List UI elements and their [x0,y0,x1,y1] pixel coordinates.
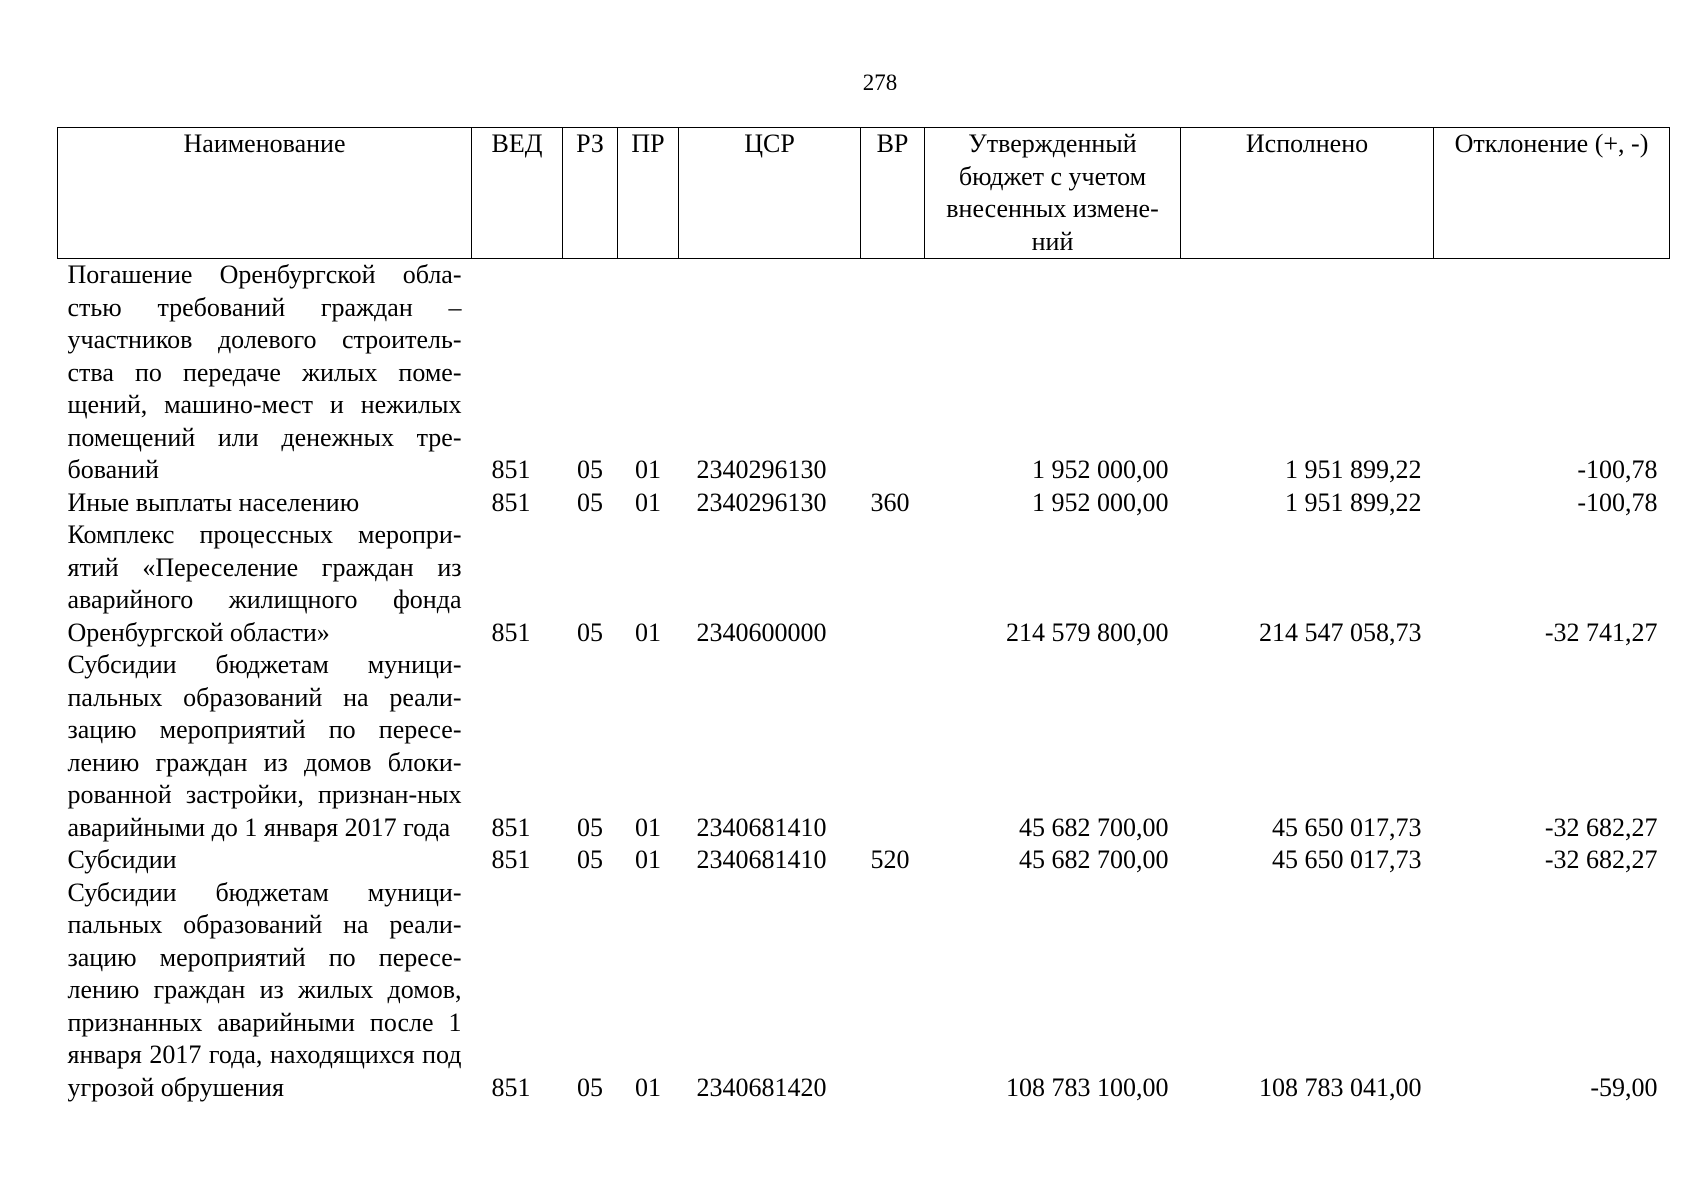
row-name: Иные выплаты населению [67,487,360,517]
row-vr: 360 [870,487,910,517]
row-csr: 2340600000 [696,617,827,647]
row-ved: 851 [491,617,531,647]
row-approved: 45 682 700,00 [1019,845,1169,874]
row-rz: 05 [577,845,603,874]
row-approved: 108 783 100,00 [1006,1072,1169,1102]
table-row [58,649,1670,844]
row-approved: 1 952 000,00 [1032,487,1169,517]
table-row [58,259,1670,487]
row-ved: 851 [491,455,531,484]
row-csr: 2340681420 [696,1072,827,1102]
row-ved: 851 [491,845,531,874]
table-row [58,487,1670,520]
row-deviation: -100,78 [1577,455,1658,484]
header-vr: ВР [861,128,925,259]
row-csr: 2340681410 [696,845,827,874]
table-row [58,877,1670,1105]
row-deviation: -59,00 [1590,1072,1658,1102]
row-approved: 45 682 700,00 [1019,812,1169,842]
header-executed: Исполнено [1181,128,1434,259]
row-csr: 2340681410 [696,812,827,842]
header-rz: РЗ [563,128,618,259]
row-deviation: -32 682,27 [1544,812,1658,842]
row-vr [861,259,925,487]
row-deviation: -100,78 [1577,487,1658,517]
header-deviation: Отклонение (+, -) [1434,128,1670,259]
row-executed: 214 547 058,73 [1259,617,1422,647]
row-rz: 05 [577,487,603,517]
row-rz: 05 [577,617,603,647]
row-csr: 2340296130 [696,455,827,484]
table-header-row [58,128,1670,259]
row-name: Субсидии [67,845,177,874]
row-executed: 108 783 041,00 [1259,1072,1422,1102]
row-executed: 45 650 017,73 [1272,845,1422,874]
row-vr [861,649,925,844]
row-vr [861,877,925,1105]
row-deviation: -32 682,27 [1544,845,1658,874]
row-name: Субсидии бюджетам муници-пальных образований на реали-зацию мероприятий по пересе-лению граждан из жилых домов, признанных аварийными после 1 января 2017 года, находящихся под угрозой обрушения [67,877,462,1102]
row-name: Комплекс процессных меропри-ятий «Переселение граждан из аварийного жилищного фонда Оренбургской области» [67,520,462,647]
row-executed: 1 951 899,22 [1285,487,1422,517]
row-vr: 520 [870,845,910,874]
row-pr: 01 [635,812,661,842]
row-name: Погашение Оренбургской обла-стью требований граждан – участников долевого строитель-ства по передаче жилых поме-щений, машино-мест и нежилых помещений или денежных тре-бований [67,260,462,484]
budget-execution-table [57,127,1670,1104]
row-ved: 851 [491,1072,531,1102]
header-approved: Утвержденный бюджет с учетом внесенных измене-ний [925,128,1181,259]
row-ved: 851 [491,487,531,517]
header-name: Наименование [58,128,472,259]
header-pr: ПР [618,128,679,259]
row-pr: 01 [635,845,661,874]
row-deviation: -32 741,27 [1544,617,1658,647]
row-name: Субсидии бюджетам муници-пальных образований на реали-зацию мероприятий по пересе-лению граждан из домов блоки-рованной застройки, признан-ных аварийными до 1 января 2017 года [67,650,462,842]
header-csr: ЦСР [679,128,861,259]
row-rz: 05 [577,812,603,842]
row-executed: 45 650 017,73 [1272,812,1422,842]
table-row [58,519,1670,649]
row-vr [861,519,925,649]
row-pr: 01 [635,487,661,517]
row-approved: 1 952 000,00 [1032,455,1169,484]
row-approved: 214 579 800,00 [1006,617,1169,647]
page-number: 278 [862,70,898,95]
row-rz: 05 [577,455,603,484]
header-ved: ВЕД [472,128,563,259]
row-pr: 01 [635,455,661,484]
row-ved: 851 [491,812,531,842]
row-rz: 05 [577,1072,603,1102]
row-executed: 1 951 899,22 [1285,455,1422,484]
row-csr: 2340296130 [696,487,827,517]
table-row [58,844,1670,877]
row-pr: 01 [635,617,661,647]
row-pr: 01 [635,1072,661,1102]
